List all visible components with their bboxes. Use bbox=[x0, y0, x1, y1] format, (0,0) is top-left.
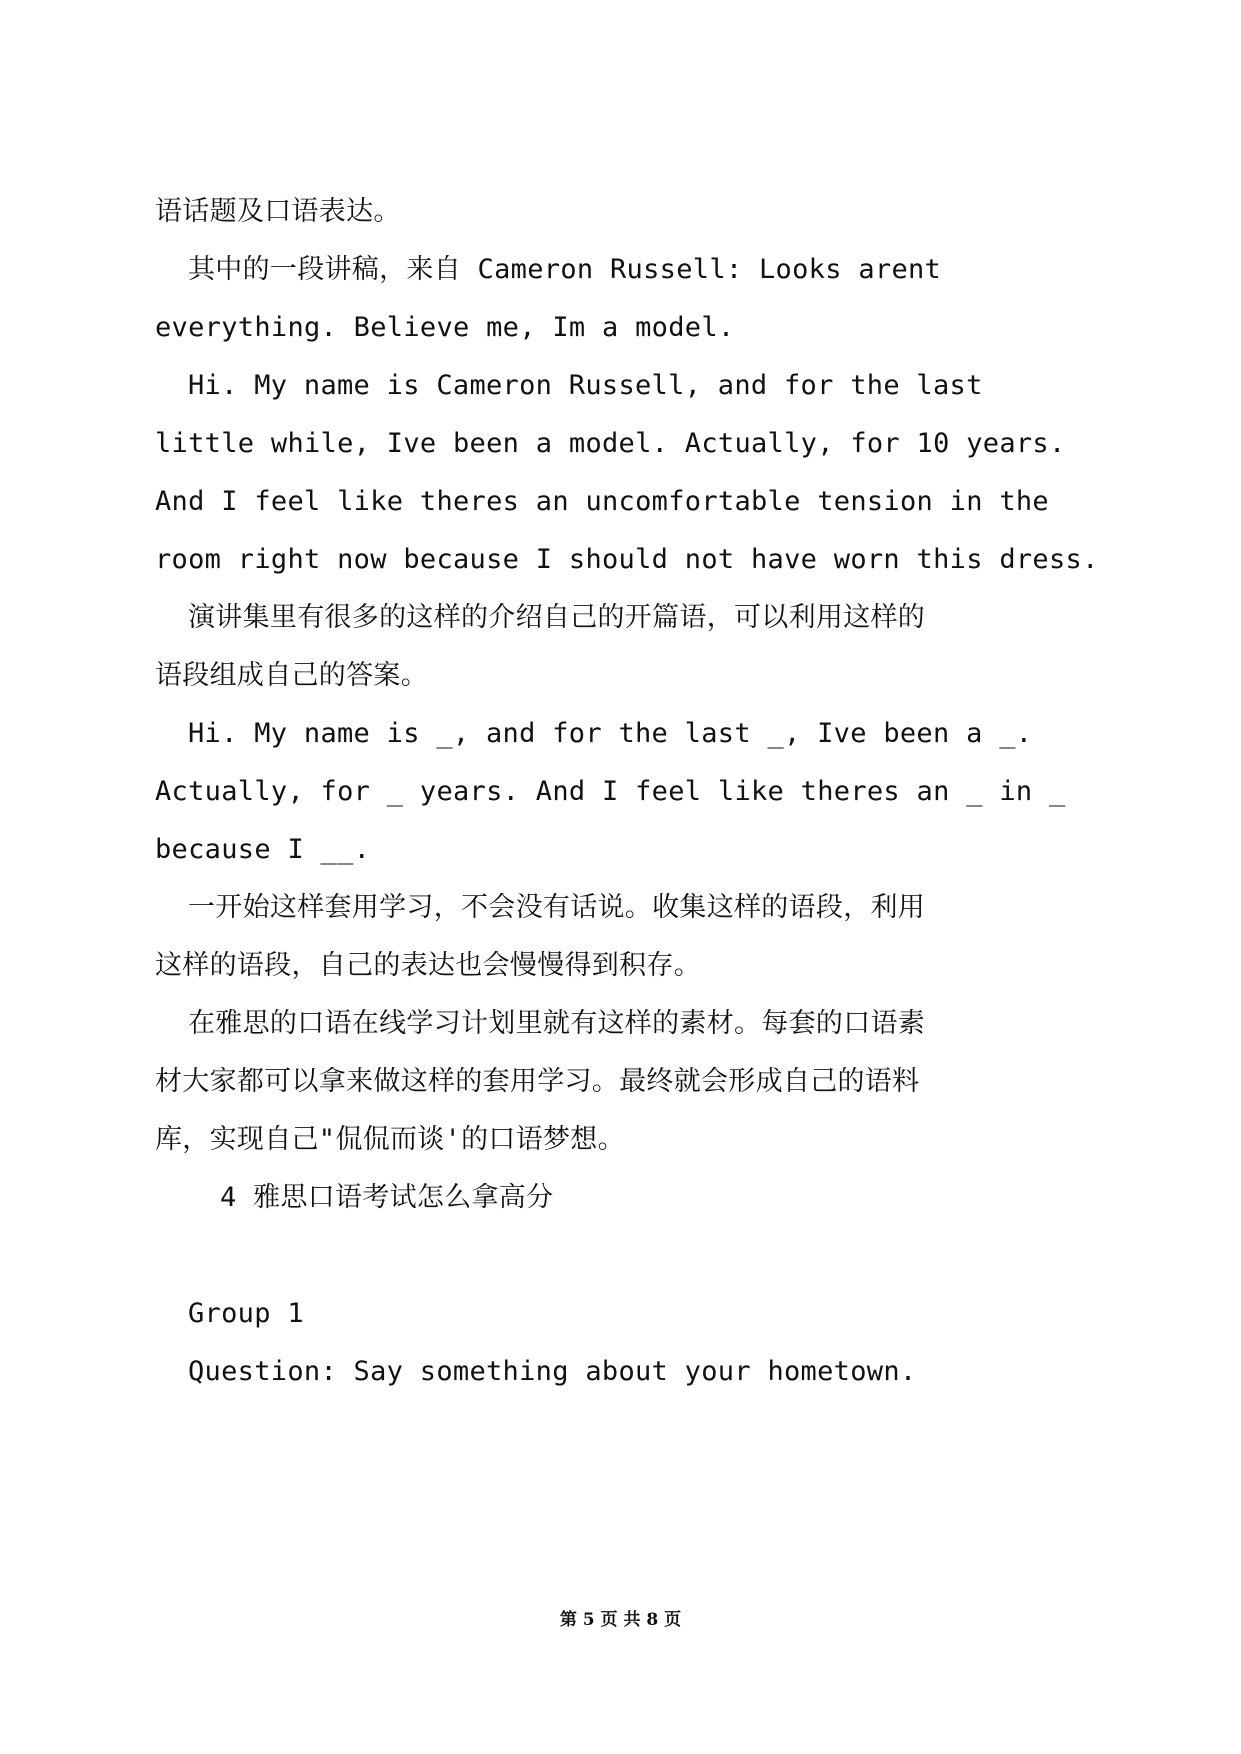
section-heading: 4 雅思口语考试怎么拿高分 bbox=[220, 1182, 554, 1213]
text-line: 材大家都可以拿来做这样的套用学习。最终就会形成自己的语料 bbox=[155, 1066, 920, 1097]
text-line: 语话题及口语表达。 bbox=[155, 196, 401, 227]
text-line: And I feel like theres an uncomfortable tension in the bbox=[155, 486, 1049, 517]
text-line: Question: Say something about your hometown. bbox=[188, 1356, 917, 1387]
text-line: 库，实现自己"侃侃而谈'的口语梦想。 bbox=[155, 1124, 625, 1155]
text-line: 演讲集里有很多的这样的介绍自己的开篇语，可以利用这样的 bbox=[188, 602, 926, 633]
text-line: 语段组成自己的答案。 bbox=[155, 660, 428, 691]
text-line: 这样的语段，自己的表达也会慢慢得到积存。 bbox=[155, 950, 701, 981]
text-line: Group 1 bbox=[188, 1298, 304, 1329]
page-footer: 第 5 页 共 8 页 bbox=[559, 1610, 682, 1630]
text-line: room right now because I should not have worn this dress. bbox=[155, 544, 1099, 575]
text-line: 其中的一段讲稿，来自 Cameron Russell: Looks arent bbox=[188, 254, 942, 285]
text-line: Hi. My name is Cameron Russell, and for the last bbox=[188, 370, 983, 401]
text-line: little while, Ive been a model. Actually, for 10 years. bbox=[155, 428, 1066, 459]
text-line: 在雅思的口语在线学习计划里就有这样的素材。每套的口语素 bbox=[188, 1008, 926, 1039]
text-line: everything. Believe me, Im a model. bbox=[155, 312, 735, 343]
text-line: Hi. My name is _, and for the last _, Ive been a _. bbox=[188, 718, 1033, 749]
text-line: because I __. bbox=[155, 834, 371, 865]
text-line: 一开始这样套用学习，不会没有话说。收集这样的语段，利用 bbox=[188, 892, 926, 923]
text-line: Actually, for _ years. And I feel like theres an _ in _ bbox=[155, 776, 1066, 807]
